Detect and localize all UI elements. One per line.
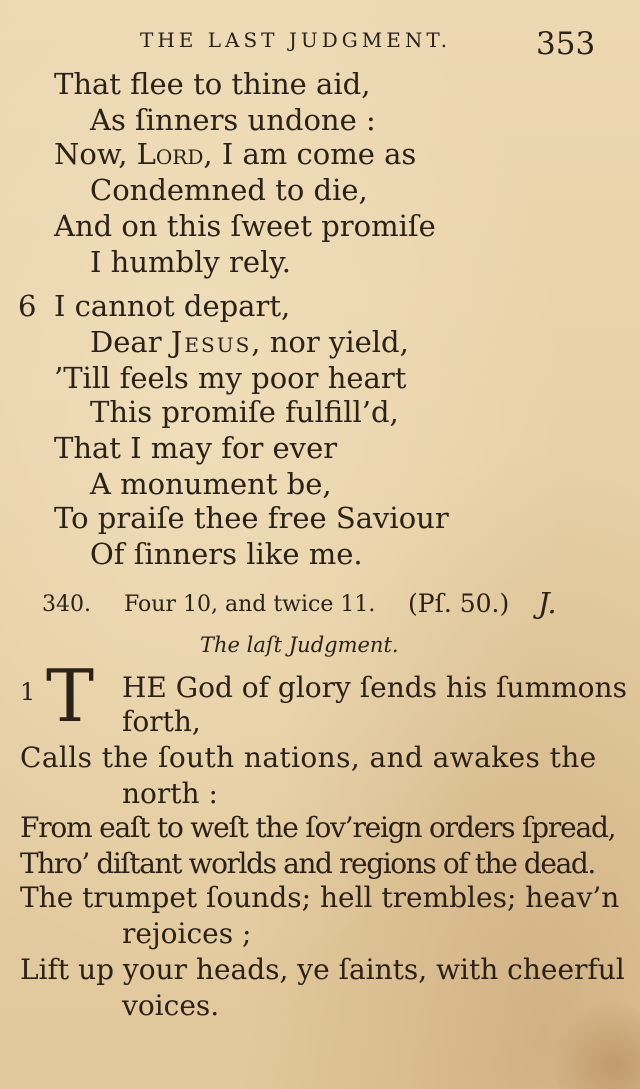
verse-line: rejoices ; — [122, 917, 252, 950]
hymn-meter: Four 10, and twice 11. — [124, 592, 376, 617]
page-number: 353 — [536, 26, 596, 62]
verse-line: north : — [122, 777, 218, 810]
hymn-number: 340. — [42, 592, 91, 617]
verse-line — [54, 136, 416, 172]
verse-line: HE God of glory ſends his ſummons — [122, 671, 627, 704]
drop-cap: T — [46, 654, 95, 738]
verse-text: Dear — [90, 325, 171, 359]
verse-line: Calls the ſouth nations, and awakes the — [20, 741, 597, 774]
verse-line: As ſinners undone : — [90, 103, 376, 137]
hymn-title: The laſt Judgment. — [200, 633, 399, 657]
verse-line — [90, 324, 409, 360]
verse-line: To praiſe thee free Saviour — [54, 501, 449, 535]
jesus-small-caps: Jesus — [170, 325, 252, 359]
verse-line: Thro’ diſtant worlds and regions of the dead. — [20, 847, 595, 880]
stanza-number: 1 — [20, 678, 36, 706]
running-head: THE LAST JUDGMENT. — [140, 28, 452, 52]
lord-small-caps: Lord — [136, 137, 204, 171]
page-stain — [550, 999, 640, 1089]
verse-line: I cannot depart, — [54, 289, 291, 323]
verse-line: Condemned to die, — [90, 173, 368, 207]
verse-line: voices. — [122, 989, 220, 1022]
stanza-number: 6 — [18, 289, 37, 323]
verse-line: The trumpet ſounds; hell trembles; heav’n — [20, 881, 620, 914]
verse-line: Of ſinners like me. — [90, 537, 363, 571]
verse-line: This promiſe fulfill’d, — [90, 395, 399, 429]
hymn-author-initial: J. — [538, 586, 557, 620]
verse-line: And on this ſweet promiſe — [54, 209, 436, 243]
verse-text: , I am come as — [203, 137, 417, 171]
verse-line: ’Till feels my poor heart — [54, 361, 407, 395]
verse-line: forth, — [122, 705, 201, 738]
verse-text: Now, — [54, 137, 137, 171]
verse-line: That flee to thine aid, — [54, 67, 371, 101]
verse-line: Lift up your heads, ye ſaints, with cheerful — [20, 953, 625, 986]
verse-line: That I may for ever — [54, 431, 338, 465]
verse-line: A monument be, — [90, 467, 332, 501]
verse-text: , nor yield, — [251, 325, 409, 359]
hymn-psalm-reference: (Pſ. 50.) — [408, 589, 510, 618]
verse-line: I humbly rely. — [90, 245, 292, 279]
verse-line: From eaſt to weſt the ſov’reign orders ſpread, — [20, 811, 616, 844]
